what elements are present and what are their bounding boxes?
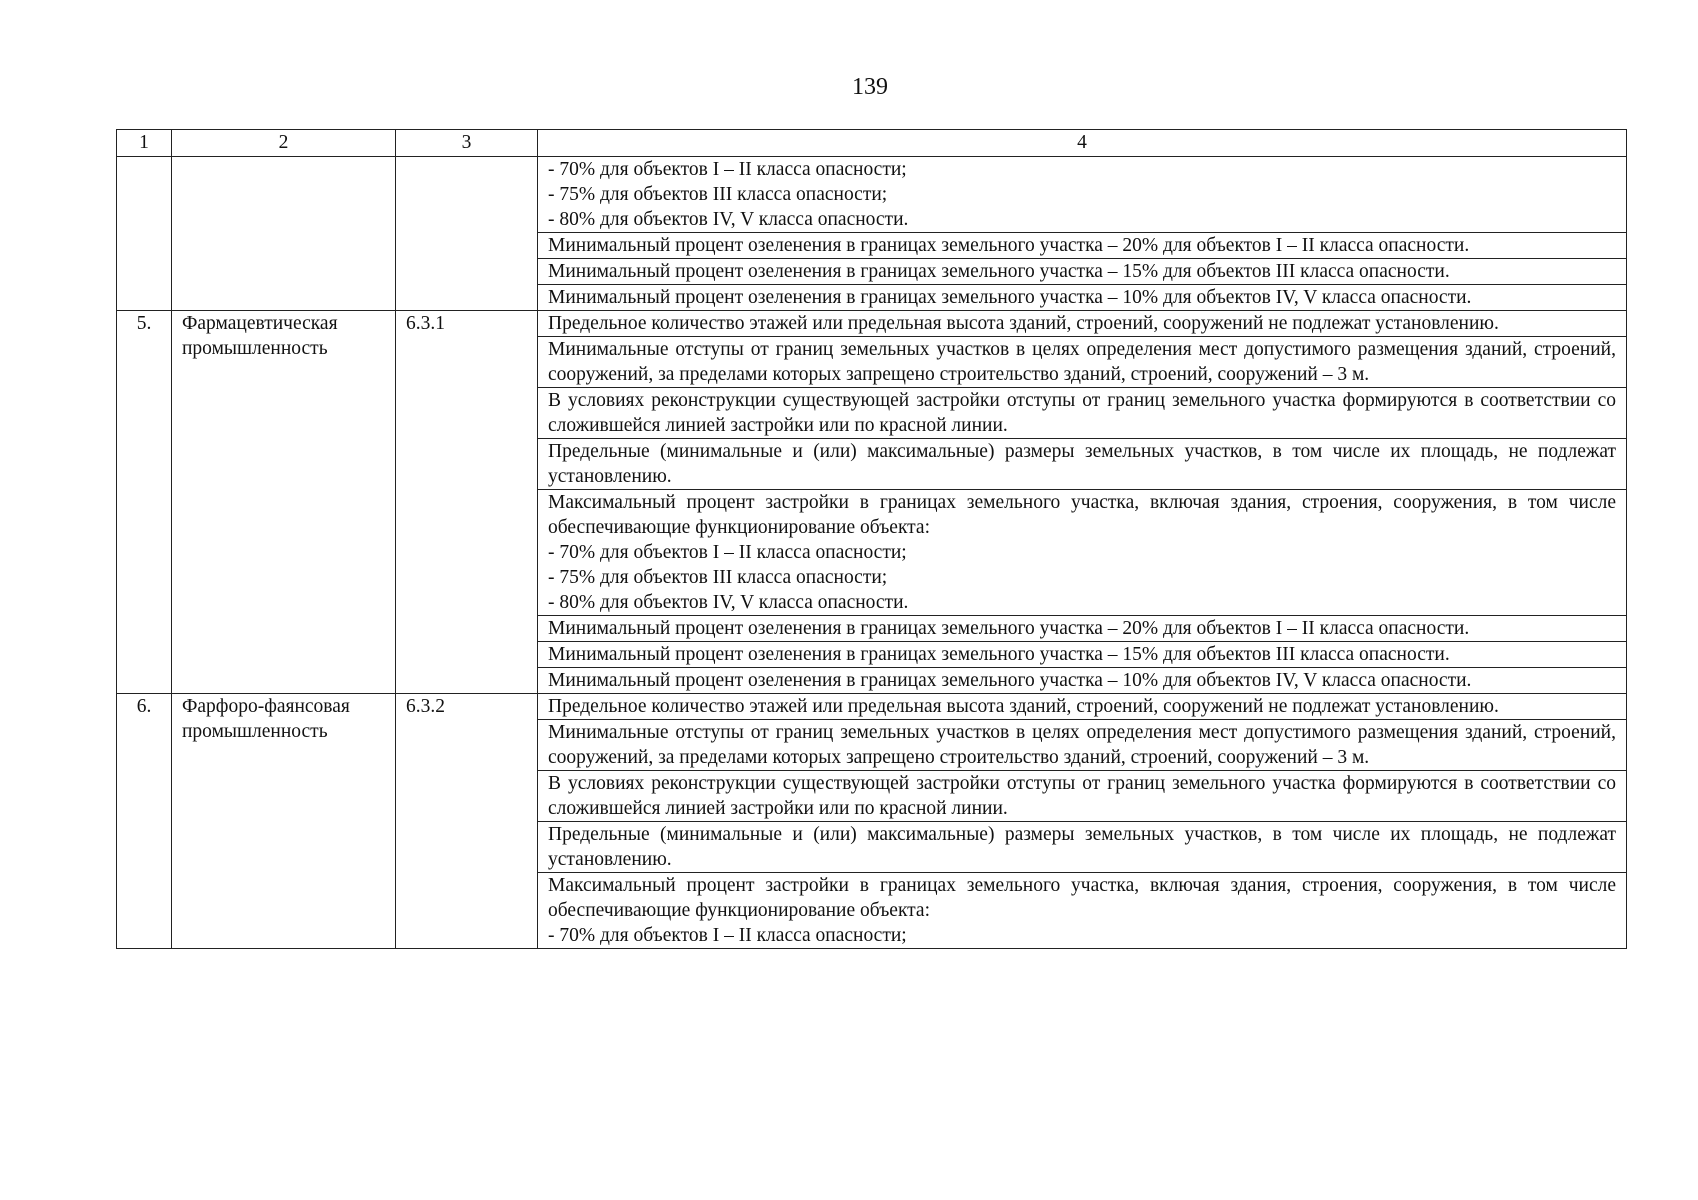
reconstruction-cell: В условиях реконструкции существующей застройки отступы от границ земельного участка формируются в соответствии со сложившейся линией застройки или по красной линии. <box>538 771 1627 822</box>
coverage-cell <box>538 490 1627 616</box>
greening-20-cell: Минимальный процент озеленения в границах земельного участка – 20% для объектов I – II класса опасности. <box>538 233 1627 259</box>
list-item: - 80% для объектов IV, V класса опасности. <box>548 592 909 613</box>
setback-cell: Минимальные отступы от границ земельных участков в целях определения мест допустимого размещения зданий, строений, сооружений, за пределами которых запрещено строительство зданий, строений, сооружений – 3 м. <box>538 720 1627 771</box>
greening-20-cell: Минимальный процент озеленения в границах земельного участка – 20% для объектов I – II класса опасности. <box>538 616 1627 642</box>
greening-10-cell: Минимальный процент озеленения в границах земельного участка – 10% для объектов IV, V класса опасности. <box>538 285 1627 311</box>
floors-limit-cell: Предельное количество этажей или предельная высота зданий, строений, сооружений не подлежат установлению. <box>538 311 1627 337</box>
plot-size-cell: Предельные (минимальные и (или) максимальные) размеры земельных участков, в том числе их площадь, не подлежат установлению. <box>538 822 1627 873</box>
reconstruction-cell: В условиях реконструкции существующей застройки отступы от границ земельного участка формируются в соответствии со сложившейся линией застройки или по красной линии. <box>538 388 1627 439</box>
list-item: - 75% для объектов III класса опасности; <box>548 567 888 588</box>
land-use-name-line: Фармацевтическая <box>182 313 338 334</box>
table-header-row <box>117 130 1627 157</box>
list-item: - 70% для объектов I – II класса опасности; <box>548 925 907 946</box>
list-item: - 70% для объектов I – II класса опасности; <box>548 159 907 180</box>
land-use-name-line: промышленность <box>182 721 328 742</box>
row-number-cell: 6. <box>117 694 172 949</box>
column-header-1: 1 <box>117 130 172 157</box>
table-row <box>117 311 1627 337</box>
column-header-4: 4 <box>538 130 1627 157</box>
land-use-name-cell <box>172 311 396 694</box>
list-item: - 75% для объектов III класса опасности; <box>548 184 888 205</box>
row-number-cell: 5. <box>117 311 172 694</box>
list-item: - 70% для объектов I – II класса опасности; <box>548 542 907 563</box>
floors-limit-cell: Предельное количество этажей или предельная высота зданий, строений, сооружений не подлежат установлению. <box>538 694 1627 720</box>
empty-cell <box>172 157 396 311</box>
land-use-name-line: промышленность <box>182 338 328 359</box>
land-use-name-cell <box>172 694 396 949</box>
coverage-cell <box>538 873 1627 949</box>
table-row <box>117 694 1627 720</box>
land-use-code-cell: 6.3.1 <box>396 311 538 694</box>
greening-15-cell: Минимальный процент озеленения в границах земельного участка – 15% для объектов III класса опасности. <box>538 642 1627 668</box>
land-use-name-line: Фарфоро-фаянсовая <box>182 696 350 717</box>
regulations-table <box>116 129 1627 949</box>
table-row <box>117 157 1627 233</box>
plot-size-cell: Предельные (минимальные и (или) максимальные) размеры земельных участков, в том числе их площадь, не подлежат установлению. <box>538 439 1627 490</box>
greening-10-cell: Минимальный процент озеленения в границах земельного участка – 10% для объектов IV, V класса опасности. <box>538 668 1627 694</box>
empty-cell <box>396 157 538 311</box>
empty-cell <box>117 157 172 311</box>
coverage-text: Максимальный процент застройки в границах земельного участка, включая здания, строения, сооружения, в том числе обеспечивающие функционирование объекта: <box>548 492 1616 538</box>
list-item: - 80% для объектов IV, V класса опасности. <box>548 209 909 230</box>
setback-cell: Минимальные отступы от границ земельных участков в целях определения мест допустимого размещения зданий, строений, сооружений, за пределами которых запрещено строительство зданий, строений, сооружений – 3 м. <box>538 337 1627 388</box>
coverage-text: Максимальный процент застройки в границах земельного участка, включая здания, строения, сооружения, в том числе обеспечивающие функционирование объекта: <box>548 875 1616 921</box>
land-use-code-cell: 6.3.2 <box>396 694 538 949</box>
column-header-3: 3 <box>396 130 538 157</box>
page-number: 139 <box>852 74 888 100</box>
coverage-list-cell <box>538 157 1627 233</box>
greening-15-cell: Минимальный процент озеленения в границах земельного участка – 15% для объектов III класса опасности. <box>538 259 1627 285</box>
column-header-2: 2 <box>172 130 396 157</box>
